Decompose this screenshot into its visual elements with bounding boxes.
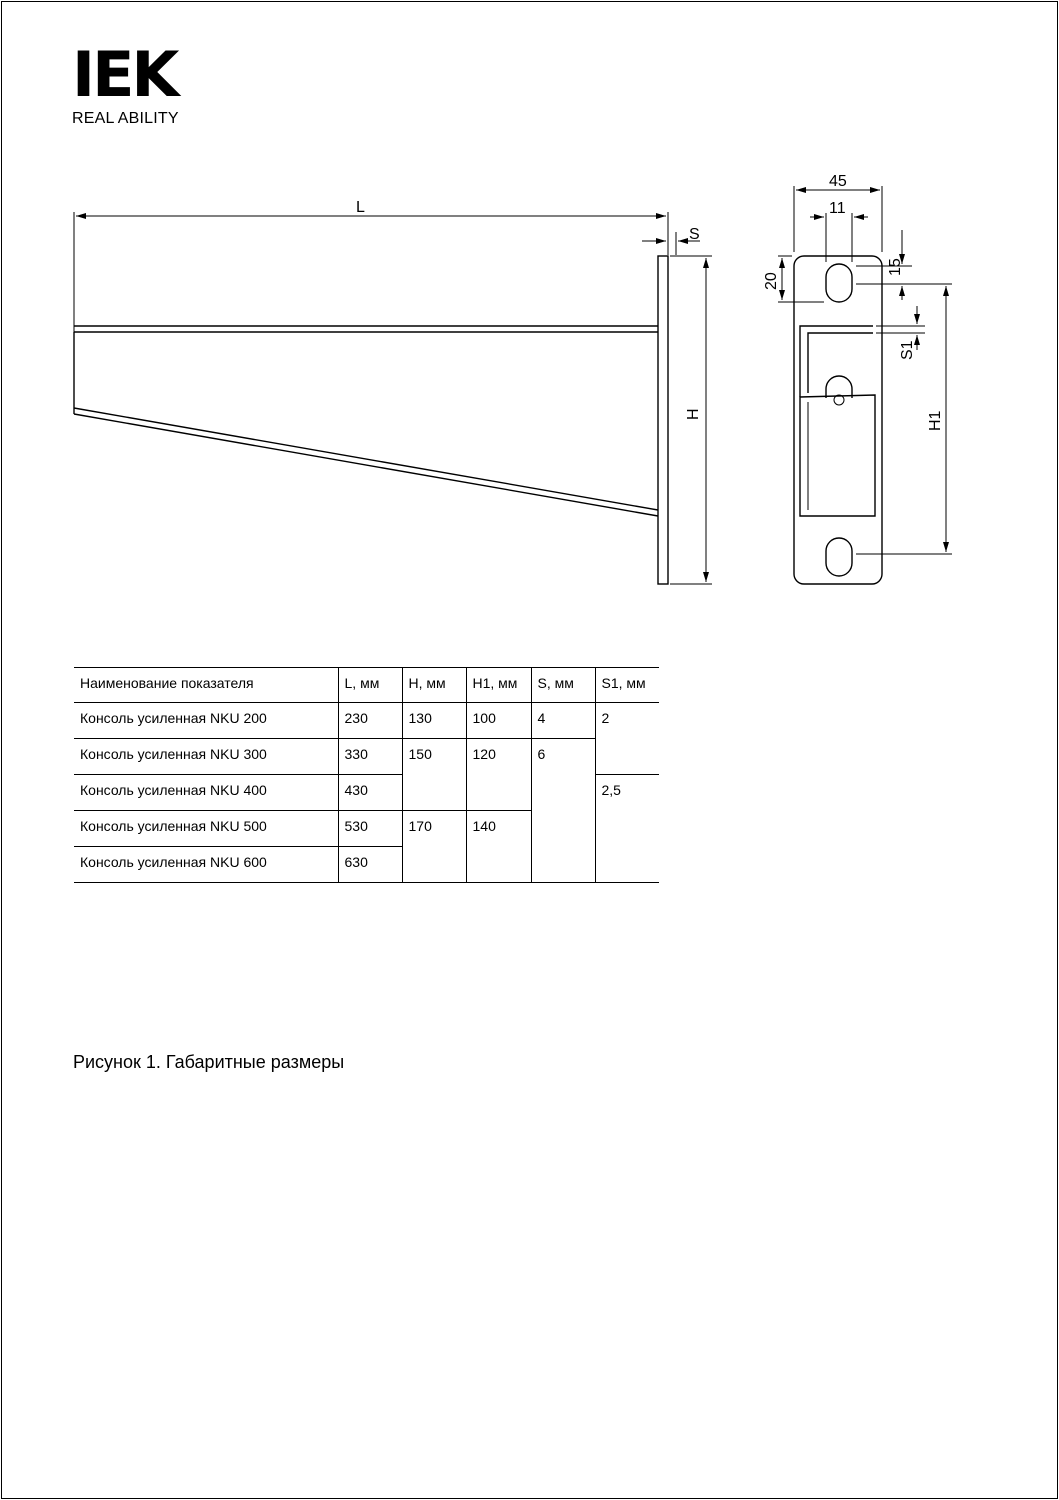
label-H: H <box>685 408 702 420</box>
logo-tagline: REAL ABILITY <box>72 110 179 127</box>
label-S: S <box>689 226 700 243</box>
cell-L: 530 <box>338 811 402 847</box>
header-S: S, мм <box>531 668 595 703</box>
label-slot-15: 15 <box>887 258 904 276</box>
label-L: L <box>356 199 365 216</box>
technical-drawing <box>0 0 1059 640</box>
header-H: H, мм <box>402 668 466 703</box>
front-view <box>778 186 952 584</box>
figure-caption: Рисунок 1. Габаритные размеры <box>73 1052 345 1072</box>
cell-name: Консоль усиленная NKU 600 <box>74 847 338 883</box>
dimensions-table <box>74 667 659 883</box>
cell-L: 630 <box>338 847 402 883</box>
cell-H1: 120 <box>466 739 531 811</box>
cell-H: 150 <box>402 739 466 811</box>
label-H1: H1 <box>927 410 944 431</box>
header-S1: S1, мм <box>595 668 659 703</box>
cell-S1: 2 <box>595 703 659 775</box>
table-row <box>74 703 659 739</box>
table-row <box>74 739 659 775</box>
cell-H1: 140 <box>466 811 531 883</box>
cell-H: 170 <box>402 811 466 883</box>
header-name: Наименование показателя <box>74 668 338 703</box>
header-L: L, мм <box>338 668 402 703</box>
logo-wordmark: IEK <box>72 38 177 111</box>
label-offset-20: 20 <box>763 272 780 290</box>
label-S1: S1 <box>899 340 916 360</box>
cell-S1: 2,5 <box>595 775 659 883</box>
cell-name: Консоль усиленная NKU 200 <box>74 703 338 739</box>
cell-S: 6 <box>531 739 595 883</box>
table-header-row <box>74 668 659 703</box>
cell-H1: 100 <box>466 703 531 739</box>
cell-name: Консоль усиленная NKU 500 <box>74 811 338 847</box>
cell-L: 330 <box>338 739 402 775</box>
label-slot-11: 11 <box>829 200 846 217</box>
label-width-45: 45 <box>829 173 847 190</box>
cell-name: Консоль усиленная NKU 400 <box>74 775 338 811</box>
cell-L: 430 <box>338 775 402 811</box>
cell-S: 4 <box>531 703 595 739</box>
cell-L: 230 <box>338 703 402 739</box>
cell-name: Консоль усиленная NKU 300 <box>74 739 338 775</box>
side-view <box>74 212 712 584</box>
header-H1: H1, мм <box>466 668 531 703</box>
cell-H: 130 <box>402 703 466 739</box>
